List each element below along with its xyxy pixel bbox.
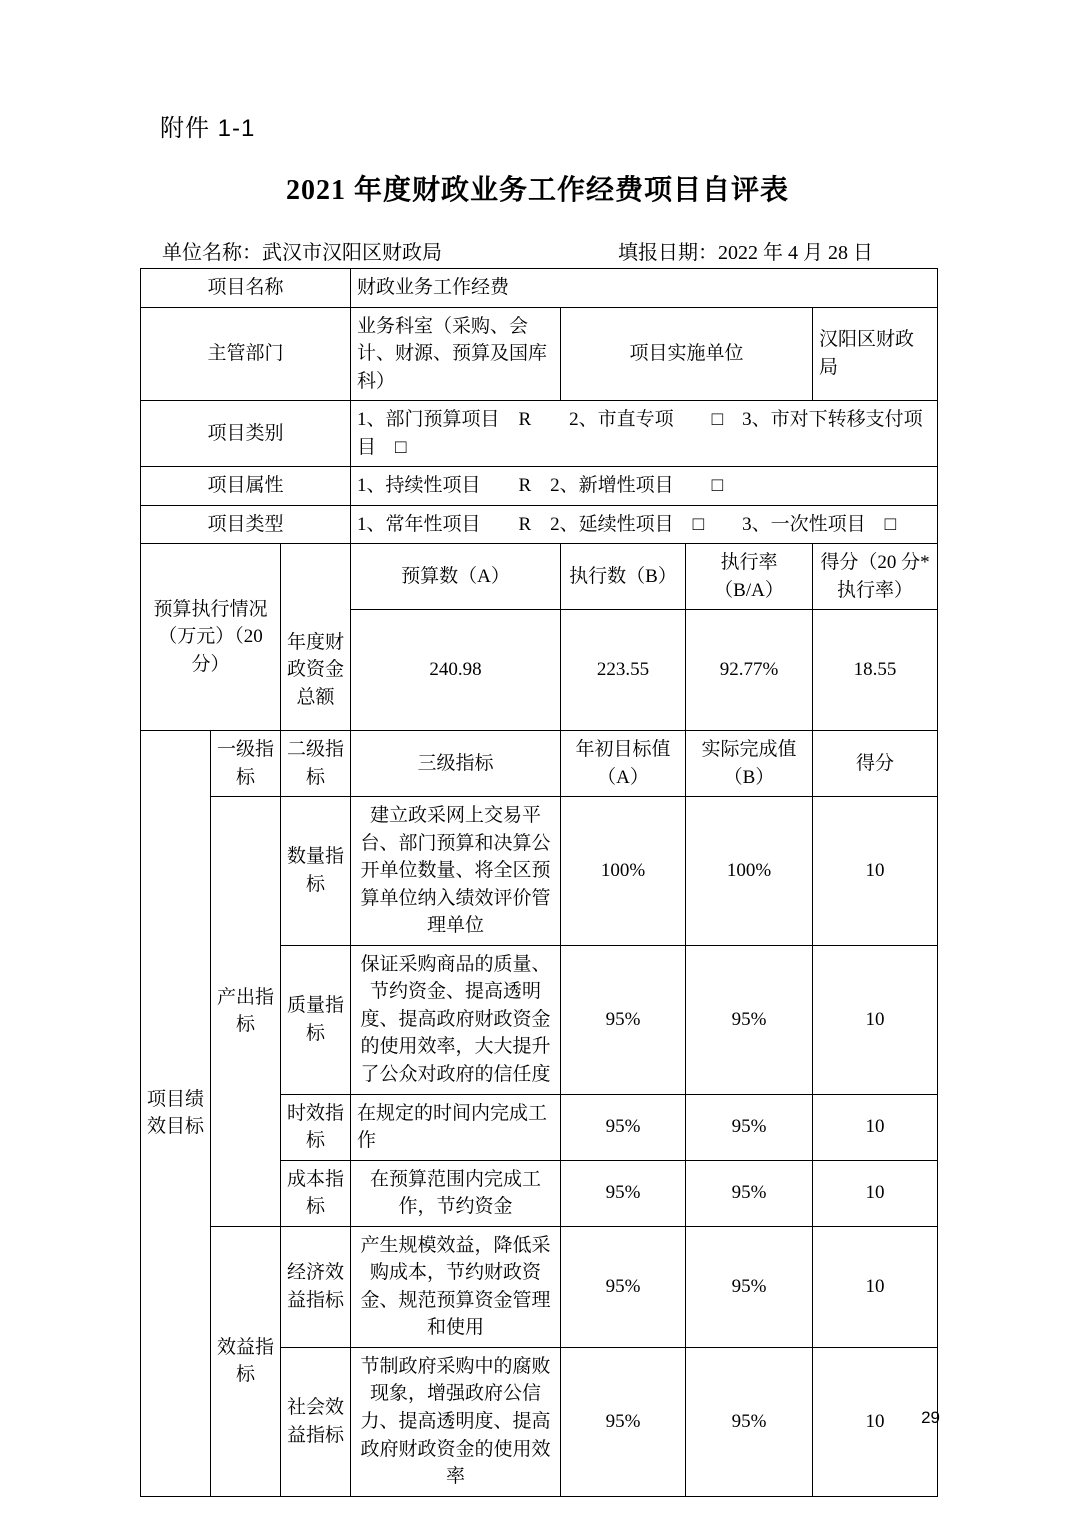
type-label: 项目类型 <box>141 505 351 544</box>
table-row <box>141 467 938 506</box>
actual-value: 95% <box>686 1160 813 1226</box>
attachment-label: 附件 1-1 <box>160 115 256 142</box>
score-value: 10 <box>813 797 938 946</box>
budget-value-rate: 92.77% <box>686 610 813 731</box>
budget-value-b: 223.55 <box>561 610 686 731</box>
target-value: 95% <box>561 1160 686 1226</box>
category-value: 1、部门预算项目 R 2、市直专项 □ 3、市对下转移支付项目 □ <box>351 401 938 467</box>
page-number: 29 <box>921 1408 940 1427</box>
level2-label: 数量指标 <box>281 797 351 946</box>
document-meta <box>162 236 943 265</box>
self-evaluation-table <box>140 268 938 1497</box>
head-level2: 二级指标 <box>281 730 351 796</box>
target-value: 95% <box>561 1347 686 1496</box>
budget-head-rate: 执行率（B/A） <box>686 544 813 610</box>
head-actual: 实际完成值（B） <box>686 730 813 796</box>
table-row <box>141 401 938 467</box>
level3-text: 建立政采网上交易平台、部门预算和决算公开单位数量、将全区预算单位纳入绩效评价管理单位 <box>351 797 561 946</box>
head-score: 得分 <box>813 730 938 796</box>
score-value: 10 <box>813 1094 938 1160</box>
fill-date-label: 填报日期： <box>618 242 718 264</box>
actual-value: 95% <box>686 1226 813 1347</box>
type-value: 1、常年性项目 R 2、延续性项目 □ 3、一次性项目 □ <box>351 505 938 544</box>
actual-value: 95% <box>686 945 813 1094</box>
group-label-benefit: 效益指标 <box>211 1226 281 1496</box>
level3-text: 在预算范围内完成工作，节约资金 <box>351 1160 561 1226</box>
target-value: 95% <box>561 1226 686 1347</box>
table-row <box>141 797 938 946</box>
unit-name <box>162 236 442 265</box>
level3-text: 产生规模效益，降低采购成本，节约财政资金、规范预算资金管理和使用 <box>351 1226 561 1347</box>
level2-label: 经济效益指标 <box>281 1226 351 1347</box>
table-row <box>141 505 938 544</box>
target-value: 95% <box>561 945 686 1094</box>
target-value: 95% <box>561 1094 686 1160</box>
project-name-value: 财政业务工作经费 <box>351 269 938 308</box>
head-level3: 三级指标 <box>351 730 561 796</box>
budget-head-b: 执行数（B） <box>561 544 686 610</box>
impl-unit-value: 汉阳区财政局 <box>813 307 938 401</box>
budget-row-blank <box>281 544 351 610</box>
attribute-label: 项目属性 <box>141 467 351 506</box>
unit-name-value: 武汉市汉阳区财政局 <box>262 242 442 264</box>
target-value: 100% <box>561 797 686 946</box>
impl-unit-label: 项目实施单位 <box>561 307 813 401</box>
table-row <box>141 1226 938 1347</box>
budget-value-a: 240.98 <box>351 610 561 731</box>
budget-head-a: 预算数（A） <box>351 544 561 610</box>
head-level1: 一级指标 <box>211 730 281 796</box>
group-label-output: 产出指标 <box>211 797 281 1227</box>
level3-text: 节制政府采购中的腐败现象，增强政府公信力、提高透明度、提高政府财政资金的使用效率 <box>351 1347 561 1496</box>
dept-value: 业务科室（采购、会计、财源、预算及国库科） <box>351 307 561 401</box>
table-row <box>141 307 938 401</box>
budget-head-score: 得分（20 分*执行率） <box>813 544 938 610</box>
score-value: 10 <box>813 945 938 1094</box>
fill-date-value: 2022 年 4 月 28 日 <box>718 242 873 264</box>
budget-row-label: 年度财政资金总额 <box>281 610 351 731</box>
score-value: 10 <box>813 1347 938 1496</box>
level2-label: 质量指标 <box>281 945 351 1094</box>
level2-label: 时效指标 <box>281 1094 351 1160</box>
fill-date <box>618 236 873 265</box>
head-target: 年初目标值（A） <box>561 730 686 796</box>
actual-value: 100% <box>686 797 813 946</box>
page-title: 2021 年度财政业务工作经费项目自评表 <box>285 175 789 206</box>
actual-value: 95% <box>686 1094 813 1160</box>
actual-value: 95% <box>686 1347 813 1496</box>
table-row <box>141 544 938 610</box>
level3-text: 在规定的时间内完成工作 <box>351 1094 561 1160</box>
unit-name-label: 单位名称： <box>162 242 262 264</box>
budget-exec-label: 预算执行情况（万元）（20 分） <box>141 544 281 731</box>
budget-value-score: 18.55 <box>813 610 938 731</box>
category-label: 项目类别 <box>141 401 351 467</box>
project-name-label: 项目名称 <box>141 269 351 308</box>
level3-text: 保证采购商品的质量、节约资金、提高透明度、提高政府财政资金的使用效率，大大提升了公众对政府的信任度 <box>351 945 561 1094</box>
dept-label: 主管部门 <box>141 307 351 401</box>
level2-label: 社会效益指标 <box>281 1347 351 1496</box>
table-row <box>141 269 938 308</box>
perf-label: 项目绩效目标 <box>141 730 211 1496</box>
attribute-value: 1、持续性项目 R 2、新增性项目 □ <box>351 467 938 506</box>
score-value: 10 <box>813 1160 938 1226</box>
level2-label: 成本指标 <box>281 1160 351 1226</box>
table-header-row <box>141 730 938 796</box>
score-value: 10 <box>813 1226 938 1347</box>
